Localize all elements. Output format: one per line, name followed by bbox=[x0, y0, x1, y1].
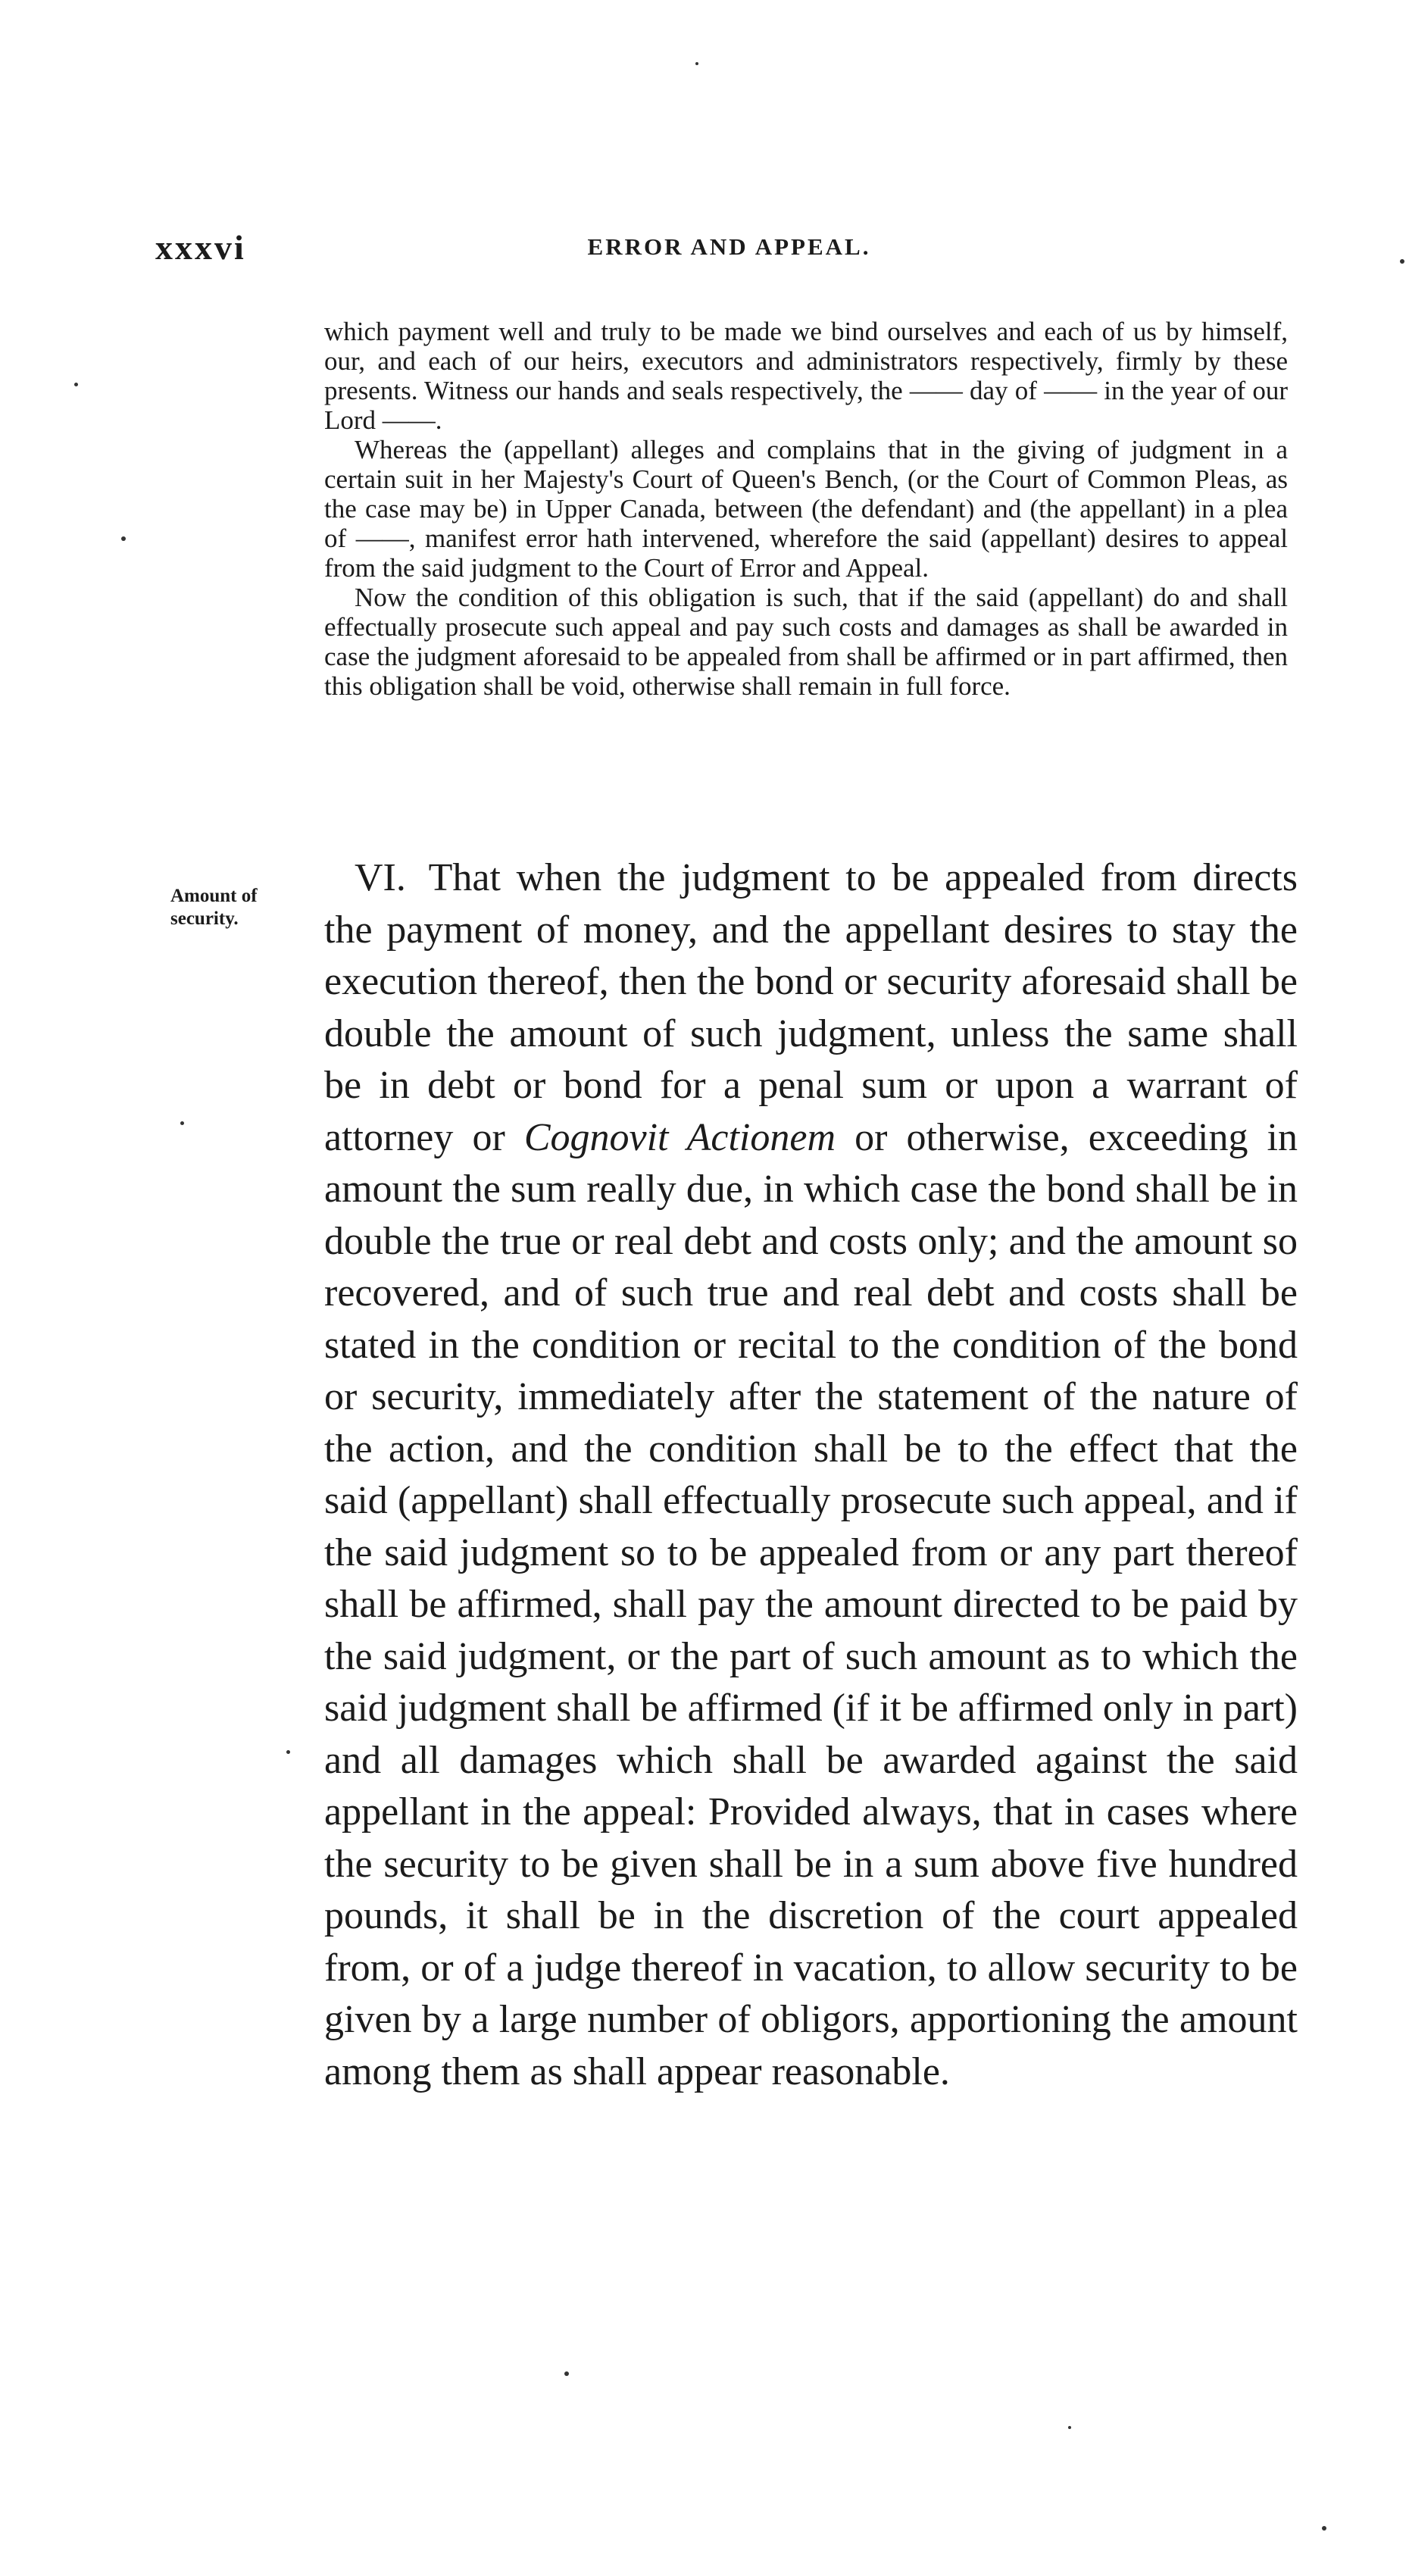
section-vi-text-part-2: or otherwise, exceeding in amount the sum really due, in which case the bond shall be in double the true or real debt and costs only; and the amount so recovered, and of such true and real debt and costs shall be stated in the condition or recital to the condition of the bond or security, immediately after the statement of the nature of the action, and the condition shall be to the effect that the said (appellant) shall effectually prosecute such appeal, and if the said judgment so to be appealed from or any part thereof shall be affirmed, shall pay the amount directed to be paid by the said judgment, or the part of such amount as to which the said judgment shall be affirmed (if it be affirmed only in part) and all damages which shall be awarded against the said appellant in the appeal: Provided always, that in cases where the security to be given shall be in a sum above five hundred pounds, it shall be in the discretion of the court appealed from, or of a judge thereof in vacation, to allow security to be given by a large number of obligors, apportioning the amount among them as shall appear reasonable. bbox=[324, 1115, 1298, 2093]
scan-speck bbox=[1400, 259, 1404, 264]
bond-form-paragraph-3: Now the condition of this obligation is such, that if the said (appellant) do and shall effectually prosecute such appeal and pay such costs and damages as shall be awarded in case the judgment aforesaid to be appealed from shall be affirmed or in part affirmed, then this obligation shall be void, otherwise shall remain in full force. bbox=[324, 583, 1288, 701]
margin-note-line-1: Amount of bbox=[170, 886, 258, 906]
section-vi-paragraph bbox=[324, 852, 1298, 2098]
bond-form-paragraph-2: Whereas the (appellant) alleges and complains that in the giving of judgment in a certain suit in her Majesty's Court of Queen's Bench, (or the Court of Common Pleas, as the case may be) in Upper Canada, between (the defendant) and (the appellant) in a plea of ——, manifest error hath intervened, wherefore the said (appellant) desires to appeal from the said judgment to the Court of Error and Appeal. bbox=[324, 435, 1288, 583]
scan-speck bbox=[180, 1121, 184, 1125]
bond-form-text bbox=[324, 317, 1288, 701]
section-vi-text-part-1: That when the judgment to be appealed from directs the payment of money, and the appellant desires to stay the execution thereof, then the bond or security aforesaid shall be double the amount of such judgment, unless the same shall be in debt or bond for a penal sum or upon a warrant of attorney or bbox=[324, 856, 1298, 1159]
section-vi-italic-term: Cognovit Actionem bbox=[523, 1115, 836, 1159]
running-head: ERROR AND APPEAL. bbox=[587, 233, 871, 260]
margin-note bbox=[170, 885, 307, 930]
scan-speck bbox=[1322, 2526, 1326, 2531]
margin-note-line-2: security. bbox=[170, 908, 239, 929]
scan-speck bbox=[1068, 2426, 1071, 2429]
scan-speck bbox=[564, 2371, 569, 2376]
page-header bbox=[155, 227, 1303, 273]
section-vi bbox=[324, 852, 1298, 2098]
bond-form-paragraph-1: which payment well and truly to be made we bind ourselves and each of us by himself, our, and each of our heirs, executors and administrators respectively, firmly by these presents. Witness our hands and seals respectively, the —— day of —— in the year of our Lord ——. bbox=[324, 317, 1288, 435]
page-number: xxxvi bbox=[155, 228, 246, 267]
scan-speck bbox=[695, 62, 698, 65]
scan-speck bbox=[74, 383, 78, 386]
scan-speck bbox=[121, 536, 126, 541]
section-numeral: VI. bbox=[355, 856, 406, 899]
scan-speck bbox=[286, 1750, 290, 1754]
